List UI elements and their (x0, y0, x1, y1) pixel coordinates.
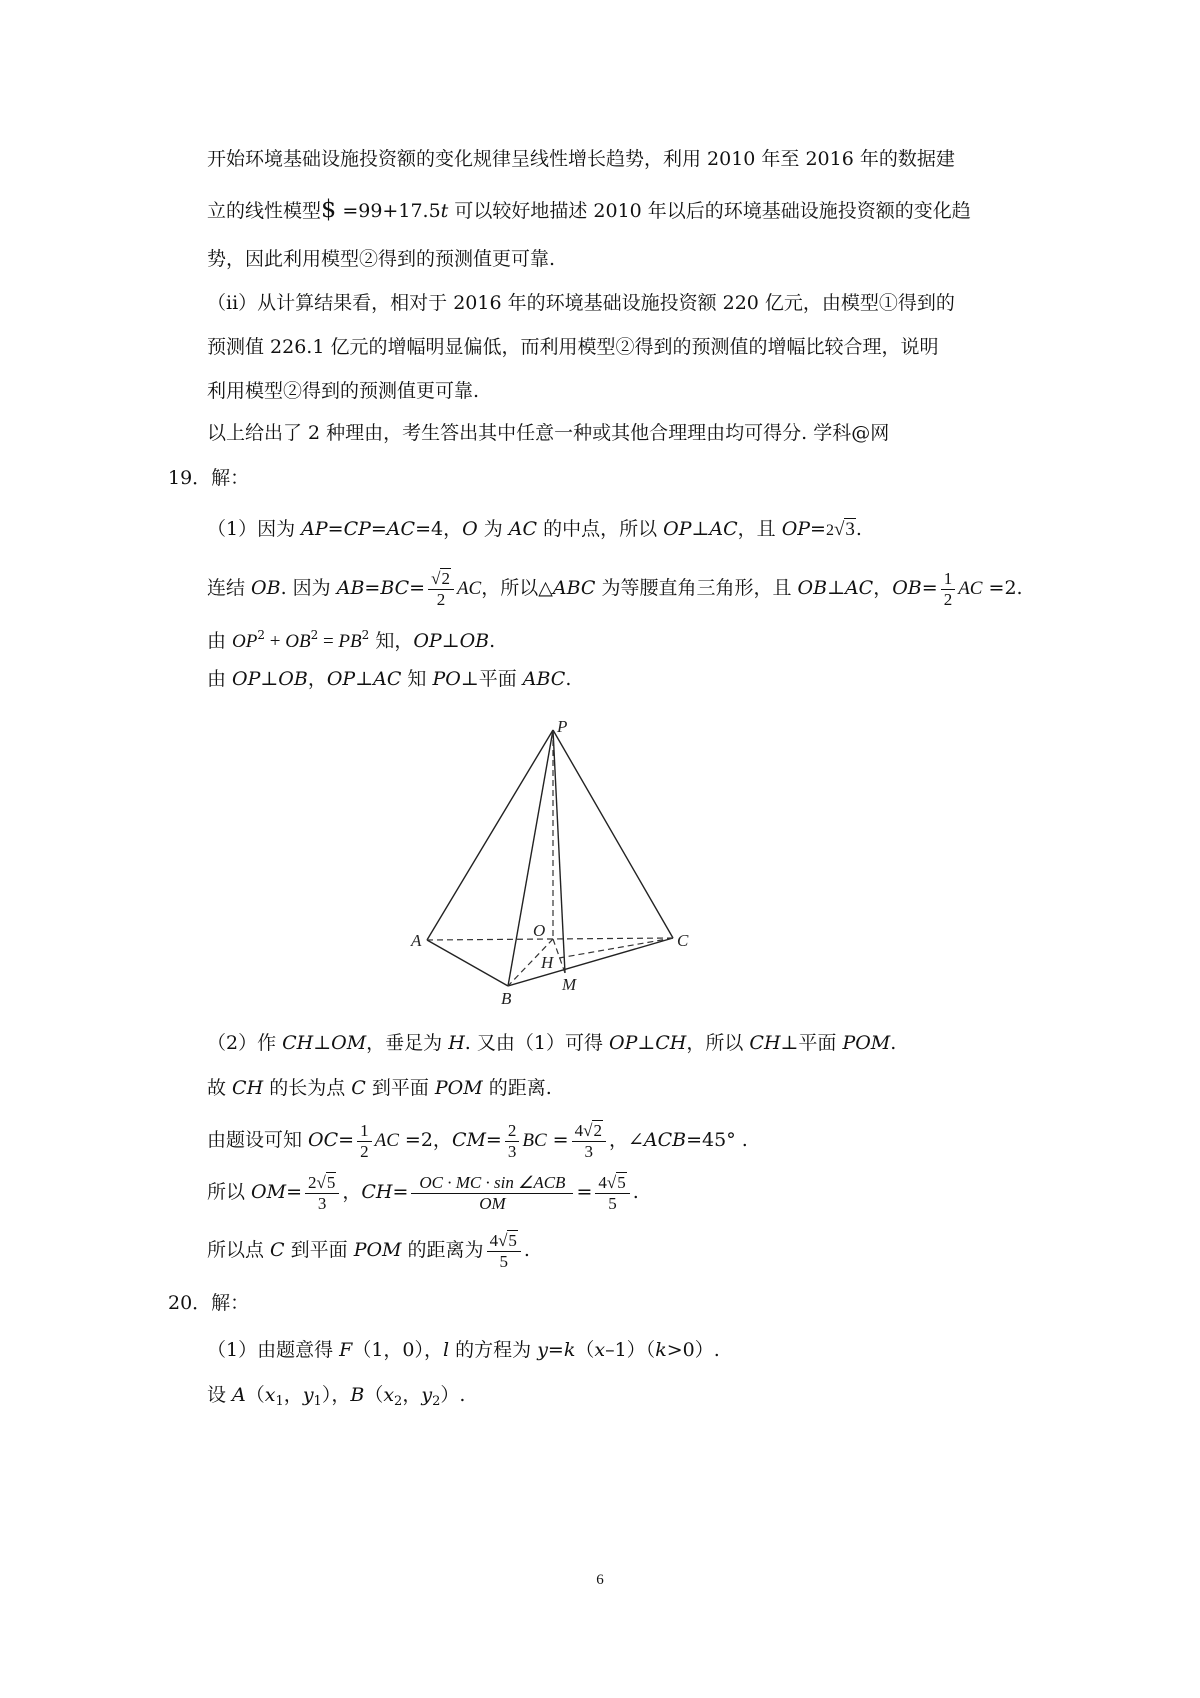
label-b: B (501, 989, 512, 1008)
text-span: 立的线性模型 (207, 200, 322, 222)
text-span: =45° . (686, 1129, 748, 1151)
perp-symbol: ⊥ (260, 668, 279, 690)
math-var: AC (456, 578, 482, 599)
fraction (572, 1121, 606, 1162)
text-span: =2. (982, 577, 1023, 599)
math-var: PB (338, 631, 362, 652)
text-span: = (576, 1181, 593, 1203)
fraction (428, 569, 454, 610)
edge-pm (553, 730, 565, 973)
perp-symbol: ⊥ (441, 630, 460, 652)
text-span: ，所以△ (481, 577, 553, 599)
math-var: POM (842, 1032, 891, 1054)
subscript: 1 (275, 1394, 284, 1409)
math-var: ABC (522, 668, 566, 690)
text-span: 到平面 (284, 1239, 354, 1261)
radicand: 2 (593, 1120, 602, 1140)
text-span: ，垂足为 (366, 1032, 449, 1054)
denominator: 5 (608, 1193, 617, 1213)
math-var: x (594, 1339, 606, 1361)
text-span: =2， (398, 1129, 452, 1151)
text-span: 的方程为 (449, 1339, 538, 1361)
math-var: O (462, 518, 478, 540)
question-number: 20．解： (168, 1292, 250, 1314)
tetrahedron-figure (405, 718, 725, 1018)
edge-ab (427, 940, 508, 986)
text-span: 故 (207, 1077, 233, 1099)
text-span: 到平面 (365, 1077, 435, 1099)
math-var: l (443, 1339, 450, 1361)
math-var: AC (958, 578, 983, 599)
math-var: CH (655, 1032, 687, 1054)
text-span: . (632, 1181, 639, 1203)
math-var: OP (413, 630, 442, 652)
label-m: M (562, 975, 577, 994)
math-expr: CH= (361, 1181, 409, 1203)
math-var: CH (232, 1077, 264, 1099)
math-var: B (350, 1384, 365, 1406)
text-span: . (523, 1239, 530, 1261)
radicand: 5 (617, 1172, 626, 1192)
numerator (305, 1173, 339, 1194)
math-var: ABC (552, 577, 596, 599)
math-op: = (318, 631, 339, 652)
math-var: OP (232, 668, 261, 690)
text-line: 开始环境基础设施投资额的变化规律呈线性增长趋势，利用 2010 年至 2016 年的数据建 (207, 148, 955, 170)
math-expr: OB= (892, 577, 938, 599)
text-span: （ (575, 1339, 595, 1361)
math-expr: OP= (781, 518, 826, 540)
math-var: AC (374, 1130, 399, 1151)
math-var: OP (663, 518, 692, 540)
numerator: 2 (505, 1121, 520, 1142)
text-span: ⊥平面 (780, 1032, 843, 1054)
hat-symbol: $ (321, 195, 337, 223)
fraction (941, 569, 956, 610)
coef: 2 (308, 1172, 317, 1192)
text-span: 所以点 (207, 1239, 271, 1261)
text-span: ， (402, 1384, 422, 1406)
math-expr: y=k (537, 1339, 576, 1361)
math-var: H (448, 1032, 465, 1054)
edge-ac-hidden (427, 938, 673, 940)
text-span: ，且 (737, 518, 782, 540)
coef: 4 (598, 1172, 607, 1192)
math-var: AC (709, 518, 738, 540)
sqrt-expr: √2 (583, 1120, 602, 1140)
solution-line (207, 1030, 896, 1056)
text-span: 所以 (207, 1181, 252, 1203)
math-var: t (440, 200, 449, 222)
math-expr: CM= (451, 1129, 502, 1151)
math-var: OP (326, 668, 356, 690)
solution-line (207, 1382, 465, 1415)
fraction (487, 1231, 521, 1272)
denominator: 3 (584, 1141, 594, 1161)
text-span: 为等腰直角三角形，且 (595, 577, 798, 599)
perp-symbol: ⊥ (691, 518, 710, 540)
math-var: C (351, 1077, 366, 1099)
math-var: F (339, 1339, 353, 1361)
numerator (487, 1231, 521, 1252)
fraction (305, 1173, 339, 1214)
text-span: ）， (321, 1384, 351, 1406)
text-span: （1，0）， (352, 1339, 444, 1361)
math-var: x (383, 1384, 395, 1406)
math-var: y (421, 1384, 433, 1406)
math-expr: AP=CP=AC (301, 518, 416, 540)
text-line: 利用模型②得到的预测值更可靠. (207, 380, 480, 402)
solution-line (207, 622, 495, 655)
exponent: 2 (310, 628, 319, 642)
math-op: + (265, 631, 286, 652)
subscript: 1 (313, 1394, 322, 1409)
math-var: POM (434, 1077, 483, 1099)
solution-line (207, 1118, 748, 1163)
sqrt-expr: √3 (833, 519, 855, 540)
label-c: C (677, 931, 689, 950)
denominator: 2 (943, 589, 953, 609)
text-span: 设 (207, 1384, 233, 1406)
fraction (595, 1173, 629, 1214)
text-span: ，∠ (608, 1129, 644, 1151)
text-line: 势，因此利用模型②得到的预测值更可靠. (207, 248, 556, 270)
perp-symbol: ⊥ (827, 577, 845, 599)
text-span: . (855, 518, 862, 540)
label-h: H (541, 953, 554, 972)
denominator: 3 (507, 1141, 517, 1161)
math-expr: OM= (251, 1181, 302, 1203)
numerator (595, 1173, 629, 1194)
subscript: 2 (432, 1394, 441, 1409)
math-var: y (302, 1384, 314, 1406)
solution-line (207, 1075, 552, 1101)
text-span: . (565, 668, 572, 690)
label-a: A (411, 931, 422, 950)
denominator: 5 (499, 1251, 508, 1271)
text-span: 的距离. (482, 1077, 552, 1099)
denominator: 3 (317, 1193, 327, 1213)
text-span: ， (283, 1384, 303, 1406)
math-var: OB (251, 577, 281, 599)
solution-line (207, 1337, 720, 1363)
text-span: 的中点，所以 (537, 518, 664, 540)
math-var: OM (331, 1032, 367, 1054)
math-var: OB (797, 577, 828, 599)
math-var: CH (749, 1032, 781, 1054)
text-span: ，所以 (686, 1032, 750, 1054)
denominator: OM (479, 1193, 506, 1213)
math-var: OB (278, 668, 308, 690)
fraction (505, 1121, 520, 1162)
math-var: x (264, 1384, 276, 1406)
text-span: ， (873, 577, 893, 599)
text-span: （1）因为 (207, 518, 302, 540)
perp-symbol: ⊥ (355, 668, 374, 690)
text-span: 知 (401, 668, 433, 690)
text-span: 的长为点 (263, 1077, 352, 1099)
math-var: POM (353, 1239, 402, 1261)
page-number: 6 (596, 1572, 604, 1588)
math-var: OP (609, 1032, 638, 1054)
text-span: >0）. (666, 1339, 720, 1361)
text-span: =4， (415, 518, 463, 540)
coef: 4 (489, 1230, 499, 1250)
subscript: 2 (394, 1394, 403, 1409)
solution-line (207, 1228, 530, 1272)
text-span: 连结 (207, 577, 252, 599)
math-var: OB (459, 630, 490, 652)
coef: 4 (574, 1120, 584, 1140)
text-span: 由题设可知 (207, 1129, 309, 1151)
text-span: 可以较好地描述 2010 年以后的环境基础设施投资额的变化趋 (448, 200, 971, 222)
solution-line (207, 666, 571, 692)
solution-line (207, 516, 862, 544)
radicand: 5 (326, 1172, 336, 1192)
math-expr: AB=BC= (336, 577, 426, 599)
math-var: AC (844, 577, 874, 599)
question-number: 19．解： (168, 467, 250, 489)
math-var: OB (285, 631, 311, 652)
text-span: （ (364, 1384, 384, 1406)
text-span: ）. (440, 1384, 466, 1406)
radicand: 5 (508, 1230, 517, 1250)
math-var: k (655, 1339, 667, 1361)
fraction (411, 1173, 573, 1214)
text-span: ， (342, 1181, 362, 1203)
text-line: （ii）从计算结果看，相对于 2016 年的环境基础设施投资额 220 亿元，由模型①得到的 (207, 292, 955, 314)
exponent: 2 (257, 628, 266, 642)
math-var: CH (282, 1032, 314, 1054)
numerator: 1 (357, 1121, 372, 1142)
math-coef: 2 (825, 522, 834, 539)
numerator (572, 1121, 606, 1142)
text-span: . 因为 (280, 577, 337, 599)
text-span: 知， (369, 630, 414, 652)
text-span: （ (245, 1384, 265, 1406)
radicand: 3 (845, 519, 855, 540)
math-var: PO (432, 668, 461, 690)
math-var: C (270, 1239, 285, 1261)
label-p: P (557, 718, 568, 736)
text-span: . (489, 630, 496, 652)
math-expr: OC= (308, 1129, 355, 1151)
denominator: 2 (436, 589, 446, 609)
fraction (357, 1121, 372, 1162)
denominator: 2 (360, 1141, 369, 1161)
text-span: 由 (207, 630, 233, 652)
text-line: 以上给出了 2 种理由，考生答出其中任意一种或其他合理理由均可得分. 学科@网 (207, 422, 890, 444)
math-var: A (232, 1384, 246, 1406)
perp-symbol: ⊥ (637, 1032, 656, 1054)
radicand: 2 (441, 568, 450, 588)
numerator (428, 569, 454, 590)
text-span: =99+17.5 (336, 200, 441, 222)
exponent: 2 (361, 628, 370, 642)
math-var: BC (522, 1130, 547, 1151)
text-span: （1）由题意得 (207, 1339, 340, 1361)
math-var: ACB (643, 1129, 687, 1151)
text-span: ， (307, 668, 327, 690)
math-var: OP (232, 631, 258, 652)
label-o: O (533, 921, 546, 940)
text-span: . 又由（1）可得 (464, 1032, 609, 1054)
math-var: AC (508, 518, 538, 540)
math-var: AC (373, 668, 402, 690)
perp-symbol: ⊥ (313, 1032, 332, 1054)
sqrt-expr: √2 (431, 568, 450, 588)
text-span: –1）（ (605, 1339, 656, 1361)
text-span: （2）作 (207, 1032, 283, 1054)
numerator: OC · MC · sin ∠ACB (411, 1173, 573, 1194)
text-span: . (890, 1032, 897, 1054)
text-span: = (546, 1129, 569, 1151)
text-span: 的距离为 (401, 1239, 484, 1261)
text-span: 为 (477, 518, 509, 540)
solution-line (207, 1170, 639, 1214)
text-line (207, 196, 971, 224)
sqrt-expr: √5 (606, 1172, 626, 1192)
sqrt-expr: √5 (316, 1172, 336, 1192)
edge-bc (508, 938, 673, 986)
text-line: 预测值 226.1 亿元的增幅明显偏低，而利用模型②得到的预测值的增幅比较合理，说明 (207, 336, 939, 358)
text-span: 由 (207, 668, 233, 690)
edge-pc (553, 730, 673, 938)
text-span: ⊥平面 (460, 668, 523, 690)
numerator: 1 (941, 569, 956, 590)
solution-line (207, 568, 1023, 610)
sqrt-expr: √5 (498, 1230, 517, 1250)
